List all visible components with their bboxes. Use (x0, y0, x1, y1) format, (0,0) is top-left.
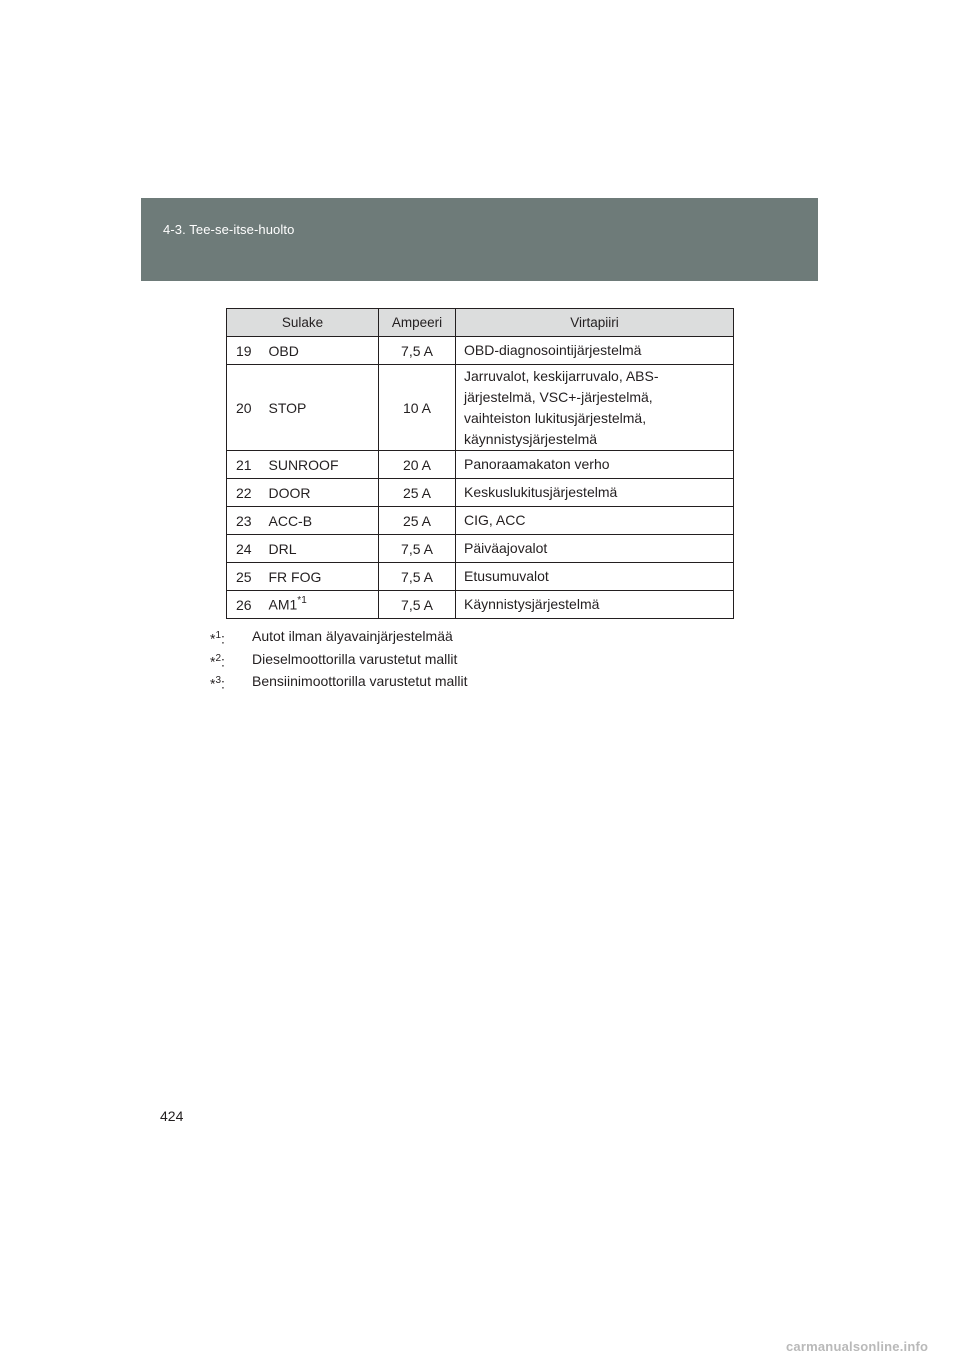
footnote-text: Bensiinimoottorilla varustetut mallit (252, 673, 468, 690)
fuse-number: 21 (227, 451, 261, 479)
table-row (227, 563, 734, 591)
table-row (227, 507, 734, 535)
fuse-number: 26 (227, 591, 261, 619)
fuse-ampere: 10 A (379, 365, 456, 451)
footnote-ref: *1 (297, 595, 307, 607)
fuse-name: DOOR (261, 479, 379, 507)
table-header-row (227, 309, 734, 337)
circuit-line: käynnistysjärjestelmä (464, 430, 598, 447)
footnote-number: 1 (215, 630, 222, 641)
fuse-ampere: 7,5 A (379, 337, 456, 365)
column-header-circuit: Virtapiiri (456, 309, 734, 337)
fuse-circuit: Panoraamakaton verho (456, 451, 734, 479)
fuse-name: STOP (261, 365, 379, 451)
circuit-line: vaihteiston lukitusjärjestelmä, (464, 409, 647, 426)
fuse-ampere: 7,5 A (379, 563, 456, 591)
footnote-marker: *$^2$: (210, 652, 225, 670)
table-row (227, 451, 734, 479)
footnotes (210, 626, 468, 694)
circuit-line: Jarruvalot, keskijarruvalo, ABS- (464, 367, 659, 384)
column-header-fuse: Sulake (227, 309, 379, 337)
fuse-ampere: 7,5 A (379, 591, 456, 619)
table-row (227, 535, 734, 563)
fuse-name: OBD (261, 337, 379, 365)
fuse-number: 23 (227, 507, 261, 535)
section-title: 4-3. Tee-se-itse-huolto (163, 222, 295, 237)
footnote-marker: *$^1$: (210, 630, 225, 647)
fuse-ampere: 20 A (379, 451, 456, 479)
fuse-ampere: 25 A (379, 479, 456, 507)
footnote-asterisk: * (210, 630, 216, 647)
column-header-ampere: Ampeeri (379, 309, 456, 337)
fuse-name (261, 591, 379, 619)
footnote-number: 2 (215, 652, 222, 664)
footnote-asterisk: * (210, 653, 216, 670)
fuse-number: 19 (227, 337, 261, 365)
table-row (227, 479, 734, 507)
fuse-circuit: Keskuslukitusjärjestelmä (456, 479, 734, 507)
fuse-name: ACC-B (261, 507, 379, 535)
fuse-ampere: 7,5 A (379, 535, 456, 563)
page-number: 424 (160, 1108, 184, 1124)
fuse-circuit: Etusumuvalot (456, 563, 734, 591)
fuse-circuit: CIG, ACC (456, 507, 734, 535)
footnote (210, 626, 468, 649)
footnote-marker: *$^3$: (210, 675, 225, 692)
table-row (227, 591, 734, 619)
footnote-text: Autot ilman älyavainjärjestelmää (252, 628, 453, 644)
fuse-number: 20 (227, 365, 261, 451)
fuse-number: 25 (227, 563, 261, 591)
fuse-circuit: OBD-diagnosointijärjestelmä (456, 337, 734, 365)
fuse-number: 24 (227, 535, 261, 563)
fuse-ampere: 25 A (379, 507, 456, 535)
fuse-name: SUNROOF (261, 451, 379, 479)
fuse-name: DRL (261, 535, 379, 563)
fuse-circuit (456, 365, 734, 451)
footnote (210, 649, 468, 672)
watermark: carmanualsonline.info (786, 1339, 929, 1354)
fuse-number: 22 (227, 479, 261, 507)
fuse-circuit: Päiväajovalot (456, 535, 734, 563)
footnote-text: Dieselmoottorilla varustetut mallit (252, 650, 458, 667)
fuse-name-text: AM1 (268, 596, 298, 613)
footnote-asterisk: * (210, 675, 216, 692)
circuit-line: järjestelmä, VSC+-järjestelmä, (464, 388, 653, 405)
footnote-number: 3 (215, 675, 222, 687)
footnote (210, 671, 468, 694)
fuse-table (226, 308, 734, 619)
fuse-name: FR FOG (261, 563, 379, 591)
table-row (227, 365, 734, 451)
table-row (227, 337, 734, 365)
section-header-band (141, 198, 818, 281)
fuse-circuit: Käynnistysjärjestelmä (456, 591, 734, 619)
